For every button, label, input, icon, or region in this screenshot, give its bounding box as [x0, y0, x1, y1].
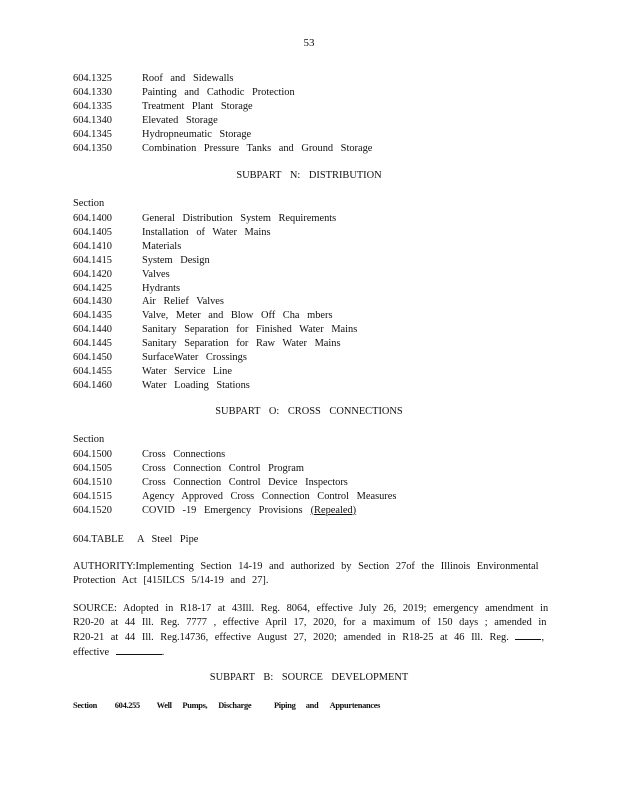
toc-row — [73, 309, 573, 323]
subpart-o-heading: SUBPART O: CROSS CONNECTIONS — [215, 406, 403, 417]
section-number: 604.1445 — [73, 338, 112, 350]
table-title: A Steel Pipe — [137, 534, 199, 545]
section-title: Air Relief Valves — [142, 296, 224, 308]
section-title: Water Service Line — [142, 365, 232, 377]
effective-date-blank — [116, 645, 162, 655]
register-page-blank — [515, 630, 541, 640]
subpart-b-heading: SUBPART B: SOURCE DEVELOPMENT — [209, 672, 409, 683]
section-number: 604.1450 — [73, 352, 112, 364]
section-number: 604.1455 — [73, 365, 112, 377]
section-number: 604.1505 — [73, 462, 112, 474]
section-number: 604.1430 — [73, 296, 112, 308]
section-number: 604.1405 — [73, 226, 112, 238]
toc-row — [73, 72, 573, 86]
section-number: 604.1500 — [73, 449, 112, 460]
section-number: 604.1410 — [73, 240, 112, 252]
section-title: Roof and Sidewalls — [142, 73, 234, 84]
section-title: Elevated Storage — [142, 114, 218, 126]
section-title: SurfaceWater Crossings — [142, 352, 247, 364]
footer-word: Appurtenances — [329, 701, 381, 710]
source-note — [73, 602, 551, 660]
section-title: Hydropneumatic Storage — [142, 128, 252, 140]
page-number: 53 — [303, 37, 315, 49]
section-number: 604.1425 — [73, 282, 112, 294]
section-title: COVID -19 Emergency Provisions — [142, 504, 303, 516]
section-number: 604.1520 — [73, 504, 112, 516]
source-end: . — [161, 646, 165, 658]
section-title: Hydrants — [142, 282, 181, 294]
toc-row — [73, 114, 573, 128]
section-title: Valves — [142, 268, 170, 280]
source-text: SOURCE: Adopted in R18-17 at 43Ill. Reg. 8064, effective July 26, 2019; emergency amendment in R20-20 at 44 Ill. Reg. 7777 , effective April 17, 2020, for a maximum of 150 days ; amended in R20-21 at 44 Ill. Reg.14736, effective August 27, 2020; amended in R18-25 at 46 Ill. Reg. — [73, 603, 549, 643]
section-title: Cross Connections — [142, 449, 226, 460]
toc-row — [73, 504, 573, 518]
toc-row — [73, 282, 573, 296]
toc-row — [73, 240, 573, 254]
toc-row — [73, 323, 573, 337]
footer-word: and — [305, 701, 319, 710]
section-number: 604.1325 — [73, 73, 112, 84]
toc-row — [73, 142, 573, 156]
toc-row — [73, 337, 573, 351]
toc-list-subpart-o — [73, 448, 573, 518]
section-title: Installation of Water Mains — [142, 226, 271, 238]
section-number: 604.1435 — [73, 310, 112, 322]
toc-row — [73, 490, 573, 504]
footer-word: Discharge — [218, 701, 252, 710]
toc-list-subpart-m — [73, 72, 573, 155]
toc-list-subpart-n — [73, 212, 573, 393]
source-effective-label: , effective — [73, 631, 545, 658]
section-number: 604.1515 — [73, 490, 112, 502]
section-number: 604.1350 — [73, 142, 112, 154]
section-label-o: Section — [73, 434, 105, 445]
footer-word: Pumps, — [182, 701, 208, 710]
section-title: Sanitary Separation for Finished Water Mains — [142, 324, 358, 336]
authority-note: AUTHORITY:Implementing Section 14-19 and authorized by Section 27of the Illinois Environmental Protection Act [415ILCS 5/14-19 and 27]. — [73, 561, 539, 586]
section-number: 604.1460 — [73, 379, 112, 391]
section-title: Painting and Cathodic Protection — [142, 86, 295, 98]
footer-section-number: 604.255 — [114, 701, 140, 710]
section-number: 604.1420 — [73, 268, 112, 280]
section-title: Agency Approved Cross Connection Control Measures — [142, 490, 397, 502]
section-title: Combination Pressure Tanks and Ground Storage — [142, 142, 373, 154]
footer-word: Well — [156, 701, 172, 710]
section-number: 604.1400 — [73, 213, 112, 224]
toc-row — [73, 476, 573, 490]
section-number: 604.1330 — [73, 86, 112, 98]
toc-row — [73, 226, 573, 240]
section-number: 604.1415 — [73, 254, 112, 266]
section-number: 604.1510 — [73, 476, 112, 488]
section-title: System Design — [142, 254, 210, 266]
toc-row — [73, 268, 573, 282]
toc-row — [73, 351, 573, 365]
toc-row — [73, 254, 573, 268]
section-title: Treatment Plant Storage — [142, 100, 253, 112]
section-number: 604.1345 — [73, 128, 112, 140]
footer-section-label: Section — [73, 701, 97, 710]
section-number: 604.1440 — [73, 324, 112, 336]
toc-row — [73, 128, 573, 142]
toc-row — [73, 295, 573, 309]
section-604-255-heading — [73, 701, 380, 710]
section-title: Cross Connection Control Program — [142, 462, 304, 474]
footer-word: Piping — [273, 701, 296, 710]
repealed-note: (Repealed) — [310, 504, 357, 516]
section-title: Materials — [142, 240, 182, 252]
section-title: Cross Connection Control Device Inspectors — [142, 476, 348, 488]
table-number: 604.TABLE — [73, 534, 124, 545]
section-title: Sanitary Separation for Raw Water Mains — [142, 338, 341, 350]
toc-row — [73, 100, 573, 114]
toc-row — [73, 462, 573, 476]
section-label-n: Section — [73, 198, 105, 209]
subpart-n-heading: SUBPART N: DISTRIBUTION — [236, 170, 382, 181]
table-line — [73, 533, 573, 547]
toc-row — [73, 365, 573, 379]
section-title: General Distribution System Requirements — [142, 213, 337, 224]
toc-row — [73, 448, 573, 462]
toc-row — [73, 212, 573, 226]
section-title: Valve, Meter and Blow Off Cha mbers — [142, 310, 333, 322]
section-number: 604.1340 — [73, 114, 112, 126]
section-title: Water Loading Stations — [142, 379, 250, 391]
toc-row — [73, 86, 573, 100]
toc-row — [73, 379, 573, 393]
section-number: 604.1335 — [73, 100, 112, 112]
